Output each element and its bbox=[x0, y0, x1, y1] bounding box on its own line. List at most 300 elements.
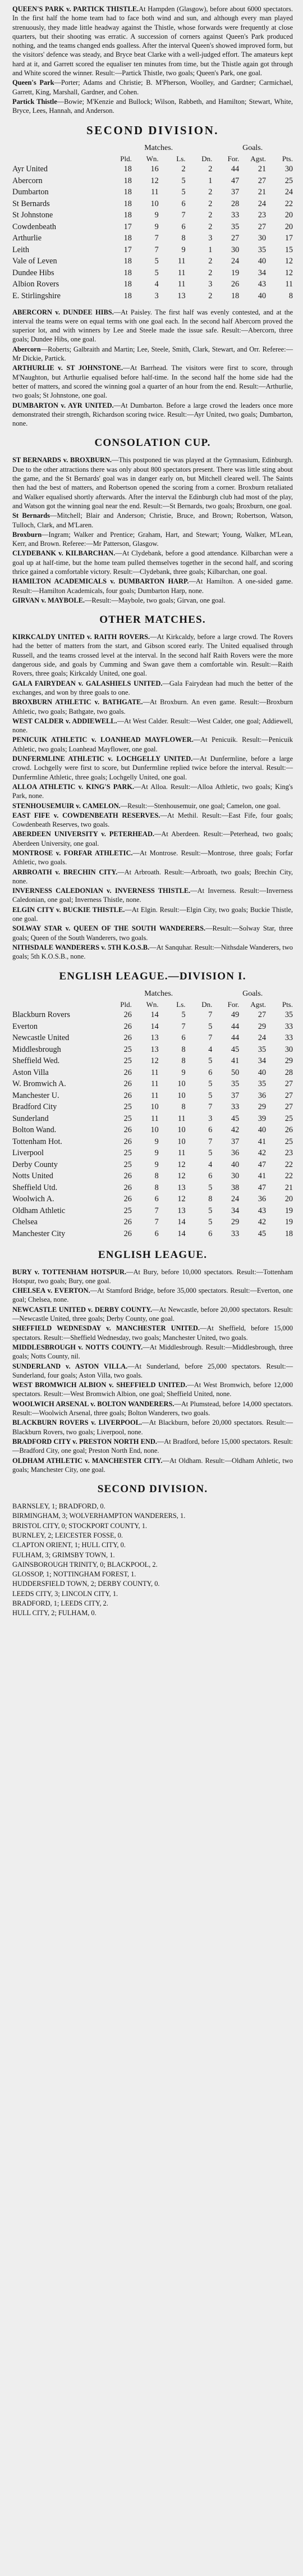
team-name: Middlesbrough bbox=[12, 1045, 61, 1054]
report-paragraph bbox=[12, 1286, 293, 1305]
report-headline: BRADFORD CITY v. PRESTON NORTH END. bbox=[12, 1437, 157, 1446]
table-cell: 2 bbox=[208, 222, 213, 231]
consolation-reports bbox=[12, 455, 293, 605]
table-cell: 2 bbox=[208, 257, 213, 266]
report-paragraph bbox=[12, 868, 293, 886]
report-paragraph bbox=[12, 886, 293, 905]
table-cell: 26 bbox=[123, 1091, 132, 1100]
report-body: HULL CITY, 2; FULHAM, 0. bbox=[12, 1609, 97, 1617]
table-cell: 40 bbox=[258, 257, 267, 266]
report-paragraph bbox=[12, 1608, 293, 1617]
other-match-reports bbox=[12, 632, 293, 961]
report-body: —Porter; Adams and Christie; B. M'Pherson, Woolley, and Gardner; Carmichael, Garrett, King, Marshall, Gardner, and Cohen. bbox=[12, 79, 293, 96]
table-cell: 18 bbox=[123, 257, 132, 266]
report-body: —At Blackburn, before 20,000 spectators. Result:—Blackburn Rovers, two goals; Liverpool, none. bbox=[12, 1419, 293, 1436]
table-cell: 7 bbox=[208, 1010, 213, 1020]
table-cell: 28 bbox=[284, 1068, 293, 1077]
report-paragraph bbox=[12, 345, 293, 363]
team-name: Sheffield Wed. bbox=[12, 1056, 60, 1066]
table-cell: 38 bbox=[231, 1183, 240, 1192]
column-header: Ls. bbox=[176, 1000, 186, 1009]
report-body: —At Dunfermline, before a large crowd. Lochgelly were first to score, but Dunfermline replied twice before the interval. Result:—Dunfermline Athletic, three goals; Lochgelly United, one goal. bbox=[12, 755, 293, 781]
table-cell: 34 bbox=[258, 1056, 267, 1066]
table-cell: 14 bbox=[150, 1022, 159, 1031]
table-row bbox=[12, 1090, 293, 1102]
report-headline: OLDHAM ATHLETIC v. MANCHESTER CITY. bbox=[12, 1456, 163, 1465]
table-cell: 36 bbox=[231, 1148, 240, 1158]
report-body: —Ingram; Walker and Prentice; Graham, Hart, and Stewart; Young, Walker, M'Lean, Kerr, and Brown. Referee:—Mr Patterson, Glasgow. bbox=[12, 530, 293, 548]
table-cell: 22 bbox=[284, 199, 293, 208]
table-cell: 40 bbox=[231, 1160, 240, 1169]
column-header: Wn. bbox=[146, 154, 159, 163]
table-cell: 18 bbox=[231, 291, 240, 300]
table-cell: 5 bbox=[181, 188, 186, 197]
report-headline: BROXBURN ATHLETIC v. BATHGATE. bbox=[12, 698, 143, 706]
table-cell: 29 bbox=[258, 1022, 267, 1031]
report-paragraph bbox=[12, 1380, 293, 1399]
team-name: Derby County bbox=[12, 1160, 58, 1169]
report-body: —At Kirkcaldy, before a large crowd. The Rovers had the better of matters from the start, and Gibson scored early. The United equalised through Russell, and the teams crossed level at the interval. In the second half Raith Rovers were the more dangerous side, and goals by Cumming and Swan gave them a comfortable win. Result:—Raith Rovers, three goals; Kirkcaldy United, one goal. bbox=[12, 633, 293, 678]
table-cell: 35 bbox=[258, 1045, 267, 1054]
table-row bbox=[12, 1182, 293, 1194]
table-cell: 13 bbox=[177, 291, 186, 300]
table-row bbox=[12, 233, 293, 245]
table-cell: 22 bbox=[284, 1160, 293, 1169]
table-cell: 5 bbox=[208, 1022, 213, 1031]
table-group-matches: Matches. bbox=[144, 144, 173, 153]
report-headline: ALLOA ATHLETIC v. KING'S PARK. bbox=[12, 782, 135, 791]
table-cell: 11 bbox=[151, 1068, 159, 1077]
table-cell: 42 bbox=[258, 1148, 267, 1158]
table-cell: 11 bbox=[151, 1079, 159, 1089]
team-name: Ayr United bbox=[12, 165, 48, 174]
table-cell: 5 bbox=[154, 257, 159, 266]
report-body: BRISTOL CITY, 0; STOCKPORT COUNTY, 1. bbox=[12, 1521, 147, 1530]
table-cell: 30 bbox=[284, 1045, 293, 1054]
table-cell: 50 bbox=[231, 1068, 240, 1077]
report-body: GLOSSOP, 1; NOTTINGHAM FOREST, 1. bbox=[12, 1570, 136, 1579]
table-cell: 28 bbox=[231, 199, 240, 208]
team-name: Dundee Hibs bbox=[12, 268, 54, 277]
table-cell: 30 bbox=[231, 1171, 240, 1181]
table-cell: 7 bbox=[181, 211, 186, 220]
other-matches-heading: OTHER MATCHES. bbox=[99, 614, 206, 626]
table-cell: 2 bbox=[208, 165, 213, 174]
team-name: E. Stirlingshire bbox=[12, 291, 61, 300]
table-cell: 5 bbox=[208, 1218, 213, 1227]
team-name: Bolton Wand. bbox=[12, 1125, 57, 1135]
table-cell: 33 bbox=[284, 1022, 293, 1031]
report-body: —At Clydebank, before a good attendance. Kilbarchan were a goal up at half-time, but the home team pulled themselves together in the second half, and scoring thrice gained a comfortable victory. Result:—Clydebank, three goals; Kilbarchan, one goal. bbox=[12, 549, 293, 576]
table-row bbox=[12, 1033, 293, 1045]
column-header: Pld. bbox=[120, 1000, 132, 1009]
table-row bbox=[12, 290, 293, 302]
report-paragraph bbox=[12, 1511, 293, 1520]
table-cell: 14 bbox=[177, 1218, 186, 1227]
table-cell: 2 bbox=[208, 211, 213, 220]
report-body: —At Plumstead, before 14,000 spectators. Result:—Woolwich Arsenal, three goals; Bolton Wanderers, two goals. bbox=[12, 1399, 293, 1417]
table-cell: 6 bbox=[208, 1125, 213, 1135]
report-paragraph bbox=[12, 782, 293, 801]
table-cell: 10 bbox=[177, 1079, 186, 1089]
report-headline: WEST CALDER v. ADDIEWELL. bbox=[12, 717, 117, 725]
table-cell: 29 bbox=[258, 1102, 267, 1112]
team-name: Sheffield Utd. bbox=[12, 1183, 58, 1192]
table-row bbox=[12, 256, 293, 268]
table-cell: 27 bbox=[284, 1079, 293, 1089]
report-paragraph bbox=[12, 679, 293, 697]
english-league-heading: ENGLISH LEAGUE. bbox=[98, 1248, 208, 1261]
table-cell: 8 bbox=[154, 1183, 159, 1192]
table-cell: 9 bbox=[181, 245, 186, 254]
report-body: —At Inverness. Result:—Inverness Caledonian, one goal; Inverness Thistle, none. bbox=[12, 887, 293, 904]
report-paragraph bbox=[12, 455, 293, 510]
table-cell: 30 bbox=[258, 234, 267, 243]
report-paragraph bbox=[12, 1362, 293, 1380]
team-name: Notts United bbox=[12, 1171, 53, 1181]
table-cell: 6 bbox=[154, 1229, 159, 1238]
table-cell: 11 bbox=[177, 1148, 186, 1158]
report-paragraph bbox=[12, 78, 293, 97]
table-row bbox=[12, 164, 293, 176]
table-cell: 35 bbox=[284, 1010, 293, 1020]
team-name: Albion Rovers bbox=[12, 280, 59, 289]
table-cell: 11 bbox=[151, 1091, 159, 1100]
report-body: —At Dumbarton. Before a large crowd the leaders once more demonstrated their strength, Richardson scoring twice. Result:—Ayr United, two goals; Dumbarton, none. bbox=[12, 401, 293, 428]
table-cell: 9 bbox=[154, 1148, 159, 1158]
team-name: Newcastle United bbox=[12, 1033, 70, 1043]
table-cell: 26 bbox=[284, 1125, 293, 1135]
table-cell: 22 bbox=[284, 1171, 293, 1181]
table-cell: 3 bbox=[208, 1114, 213, 1123]
table-cell: 44 bbox=[231, 1033, 240, 1043]
report-headline: CHELSEA v. EVERTON. bbox=[12, 1287, 90, 1295]
table-cell: 19 bbox=[231, 268, 240, 277]
table-cell: 26 bbox=[123, 1218, 132, 1227]
table-row bbox=[12, 221, 293, 233]
table-row bbox=[12, 175, 293, 187]
table-cell: 26 bbox=[123, 1171, 132, 1181]
table-cell: 25 bbox=[284, 1137, 293, 1146]
team-name: Manchester U. bbox=[12, 1091, 59, 1100]
table-row bbox=[12, 1205, 293, 1217]
table-cell: 3 bbox=[208, 280, 213, 289]
table-row bbox=[12, 1044, 293, 1056]
table-cell: 30 bbox=[284, 165, 293, 174]
report-paragraph bbox=[12, 905, 293, 924]
report-body: FULHAM, 3; GRIMSBY TOWN, 1. bbox=[12, 1551, 115, 1559]
table-cell: 42 bbox=[231, 1125, 240, 1135]
table-cell: 5 bbox=[181, 1010, 186, 1020]
team-name: Oldham Athletic bbox=[12, 1206, 66, 1215]
report-paragraph bbox=[12, 1579, 293, 1588]
table-cell: 26 bbox=[123, 1183, 132, 1192]
table-cell: 9 bbox=[154, 222, 159, 231]
report-headline: DUNFERMLINE ATHLETIC v. LOCHGELLY UNITED. bbox=[12, 755, 193, 763]
team-name: Chelsea bbox=[12, 1218, 38, 1227]
table-cell: 18 bbox=[123, 291, 132, 300]
table-spacer bbox=[12, 143, 105, 154]
report-body: —Mitchell; Blair and Anderson; Christie, Bruce, and Brown; Robertson, Watson, Tulloch, Clark, and M'Laren. bbox=[12, 512, 293, 529]
table-cell: 8 bbox=[181, 1045, 186, 1054]
table-cell: 25 bbox=[123, 1056, 132, 1066]
second-division-results bbox=[12, 1502, 293, 1618]
table-row bbox=[12, 1056, 293, 1068]
team-name: Cowdenbeath bbox=[12, 222, 57, 231]
table-cell: 34 bbox=[258, 268, 267, 277]
table-cell: 10 bbox=[177, 1125, 186, 1135]
column-header: Agst. bbox=[250, 1000, 267, 1009]
table-cell: 7 bbox=[208, 1102, 213, 1112]
column-header: Pld. bbox=[120, 154, 132, 163]
table-cell: 42 bbox=[258, 1218, 267, 1227]
report-paragraph bbox=[12, 1268, 293, 1286]
report-body: —At Hamilton. A one-sided game. Result:—Hamilton Academicals, four goals; Dumbarton Harp, none. bbox=[12, 577, 293, 595]
column-header: Wn. bbox=[146, 1000, 159, 1009]
report-headline: NEWCASTLE UNITED v. DERBY COUNTY. bbox=[12, 1305, 152, 1314]
table-cell: 37 bbox=[231, 1091, 240, 1100]
table-cell: 20 bbox=[284, 222, 293, 231]
table-cell: 5 bbox=[208, 1183, 213, 1192]
table-cell: 12 bbox=[150, 1056, 159, 1066]
table-cell: 15 bbox=[284, 245, 293, 254]
report-headline: CLYDEBANK v. KILBARCHAN. bbox=[12, 549, 116, 558]
table-cell: 7 bbox=[208, 1137, 213, 1146]
table-cell: 35 bbox=[258, 1079, 267, 1089]
table-cell: 1 bbox=[208, 176, 213, 185]
table-cell: 12 bbox=[177, 1194, 186, 1204]
report-body: —At Oldham. Result:—Oldham Athletic, two goals; Manchester City, one goal. bbox=[12, 1456, 293, 1474]
table-cell: 23 bbox=[258, 211, 267, 220]
table-cell: 5 bbox=[208, 1148, 213, 1158]
table-cell: 6 bbox=[208, 1068, 213, 1077]
table-cell: 27 bbox=[231, 234, 240, 243]
report-body: —Roberts; Galbraith and Martin; Lee, Steele, Smith, Clark, Stewart, and Orr. Referee:—Mr Dickie, Partick. bbox=[12, 345, 293, 363]
report-paragraph bbox=[12, 1324, 293, 1342]
team-name: W. Bromwich A. bbox=[12, 1079, 66, 1089]
table-cell: 10 bbox=[177, 1091, 186, 1100]
report-paragraph bbox=[12, 511, 293, 530]
report-body: —Result:—Maybole, two goals; Girvan, one goal. bbox=[85, 596, 226, 604]
report-paragraph bbox=[12, 363, 293, 400]
table-cell: 2 bbox=[208, 199, 213, 208]
table-cell: 27 bbox=[284, 1102, 293, 1112]
table-cell: 3 bbox=[208, 234, 213, 243]
report-paragraph bbox=[12, 811, 293, 829]
team-name: Aston Villa bbox=[12, 1068, 49, 1077]
report-headline: EAST FIFE v. COWDENBEATH RESERVES. bbox=[12, 811, 160, 819]
report-headline: MONTROSE v. FORFAR ATHLETIC. bbox=[12, 849, 133, 857]
report-headline: WEST BROMWICH ALBION v. SHEFFIELD UNITED. bbox=[12, 1381, 187, 1389]
table-cell: 12 bbox=[284, 268, 293, 277]
table-cell: 14 bbox=[177, 1229, 186, 1238]
table-row bbox=[12, 1102, 293, 1114]
report-paragraph bbox=[12, 1456, 293, 1475]
table-cell: 18 bbox=[123, 234, 132, 243]
team-name: Liverpool bbox=[12, 1148, 44, 1158]
english-league-reports bbox=[12, 1268, 293, 1475]
table-cell: 13 bbox=[177, 1183, 186, 1192]
report-headline: SUNDERLAND v. ASTON VILLA. bbox=[12, 1362, 128, 1370]
table-cell: 33 bbox=[284, 1033, 293, 1043]
english-league-division-heading: ENGLISH LEAGUE.—DIVISION I. bbox=[59, 970, 246, 982]
report-body: —At Sanquhar. Result:—Nithsdale Wanderers, two goals; 5th K.O.S.B., none. bbox=[12, 943, 293, 961]
table-cell: 7 bbox=[154, 1218, 159, 1227]
column-header: Agst. bbox=[250, 154, 267, 163]
english-league-table bbox=[12, 989, 293, 1240]
table-row bbox=[12, 1113, 293, 1125]
report-paragraph bbox=[12, 829, 293, 848]
report-body: —At Sheffield, before 15,000 spectators. Result:—Sheffield Wednesday, two goals; Manchester United, two goals. bbox=[12, 1324, 293, 1342]
report-paragraph bbox=[12, 1418, 293, 1437]
table-cell: 6 bbox=[208, 1229, 213, 1238]
report-paragraph bbox=[12, 1531, 293, 1540]
team-name: Woolwich A. bbox=[12, 1194, 54, 1204]
report-headline: QUEEN'S PARK v. PARTICK THISTLE. bbox=[12, 5, 139, 13]
table-cell: 7 bbox=[154, 1206, 159, 1215]
team-name: Everton bbox=[12, 1022, 38, 1031]
table-cell: 13 bbox=[177, 1206, 186, 1215]
table-cell: 47 bbox=[258, 1160, 267, 1169]
report-paragraph bbox=[12, 549, 293, 576]
table-cell: 43 bbox=[258, 1206, 267, 1215]
table-cell: 23 bbox=[284, 1148, 293, 1158]
report-headline: Abercorn bbox=[12, 345, 41, 353]
table-cell: 7 bbox=[154, 234, 159, 243]
table-cell: 24 bbox=[284, 188, 293, 197]
table-cell: 37 bbox=[231, 188, 240, 197]
table-cell: 30 bbox=[231, 245, 240, 254]
report-paragraph bbox=[12, 801, 293, 810]
table-cell: 34 bbox=[231, 1206, 240, 1215]
table-cell: 6 bbox=[181, 1033, 186, 1043]
table-cell: 11 bbox=[285, 280, 293, 289]
report-body: —At Middlesbrough. Result:—Middlesbrough, three goals; Notts County, nil. bbox=[12, 1343, 293, 1361]
table-cell: 35 bbox=[231, 222, 240, 231]
report-body: —Bowie; M'Kenzie and Bullock; Wilson, Rabbeth, and Hamilton; Stewart, White, Bryce, Lees, Hannah, and Anderson. bbox=[12, 97, 293, 115]
table-cell: 12 bbox=[150, 176, 159, 185]
table-cell: 11 bbox=[177, 1114, 186, 1123]
table-cell: 25 bbox=[123, 1114, 132, 1123]
report-body: —At Arbroath. Result:—Arbroath, two goals; Brechin City, none. bbox=[12, 868, 293, 885]
report-body: BIRMINGHAM, 3; WOLVERHAMPTON WANDERERS, 1. bbox=[12, 1512, 186, 1520]
table-cell: 18 bbox=[123, 199, 132, 208]
table-cell: 26 bbox=[123, 1137, 132, 1146]
table-cell: 24 bbox=[258, 199, 267, 208]
report-body: —At Paisley. The first half was evenly contested, and at the interval the teams were on equal terms with one goal each. In the second half Abercorn proved the superior lot, and with winners by Lee and Steele made the issue safe. Result:—Abercorn, three goals; Dundee Hibs, one goal. bbox=[12, 308, 293, 344]
report-body: —At Broxburn. An even game. Result:—Broxburn Athletic, two goals; Bathgate, two goals. bbox=[12, 698, 293, 715]
table-cell: 17 bbox=[123, 245, 132, 254]
report-paragraph bbox=[12, 1589, 293, 1598]
report-body: —At Sunderland, before 25,000 spectators. Result:—Sunderland, four goals; Aston Villa, two goals. bbox=[12, 1362, 293, 1379]
table-cell: 25 bbox=[284, 1114, 293, 1123]
report-paragraph bbox=[12, 943, 293, 961]
report-headline: SHEFFIELD WEDNESDAY v. MANCHESTER UNITED. bbox=[12, 1324, 200, 1333]
report-headline: DUMBARTON v. AYR UNITED. bbox=[12, 401, 114, 409]
table-cell: 41 bbox=[258, 1137, 267, 1146]
table-cell: 19 bbox=[284, 1218, 293, 1227]
table-row bbox=[12, 1067, 293, 1079]
table-cell: 9 bbox=[154, 1137, 159, 1146]
table-cell: 49 bbox=[231, 1010, 240, 1020]
table-cell: 6 bbox=[181, 222, 186, 231]
table-cell: 20 bbox=[284, 1194, 293, 1204]
report-headline: Partick Thistle bbox=[12, 97, 57, 106]
report-paragraph bbox=[12, 530, 293, 549]
table-cell: 6 bbox=[154, 1194, 159, 1204]
table-cell: 4 bbox=[208, 1045, 213, 1054]
table-spacer bbox=[12, 989, 105, 1000]
report-body: —At West Calder. Result:—West Calder, one goal; Addiewell, none. bbox=[12, 717, 293, 735]
report-paragraph bbox=[12, 849, 293, 867]
second-division-reports bbox=[12, 308, 293, 428]
team-name: St Johnstone bbox=[12, 211, 53, 220]
column-header: Ls. bbox=[176, 154, 186, 163]
report-headline: SOLWAY STAR v. QUEEN OF THE SOUTH WANDERERS. bbox=[12, 924, 206, 933]
report-body: —At Elgin. Result:—Elgin City, two goals; Buckie Thistle, one goal. bbox=[12, 905, 293, 923]
table-cell: 26 bbox=[123, 1010, 132, 1020]
report-paragraph bbox=[12, 1551, 293, 1560]
report-headline: MIDDLESBROUGH v. NOTTS COUNTY. bbox=[12, 1343, 143, 1351]
table-cell: 35 bbox=[231, 1079, 240, 1089]
table-cell: 9 bbox=[154, 1160, 159, 1169]
table-cell: 6 bbox=[181, 199, 186, 208]
team-name: Tottenham Hot. bbox=[12, 1137, 62, 1146]
table-spacer bbox=[12, 154, 105, 164]
report-body: HUDDERSFIELD TOWN, 2; DERBY COUNTY, 0. bbox=[12, 1580, 160, 1588]
table-cell: 7 bbox=[208, 1033, 213, 1043]
report-body: —Result:—Stenhousemuir, one goal; Camelon, one goal. bbox=[120, 801, 281, 810]
table-cell: 4 bbox=[154, 280, 159, 289]
table-cell: 2 bbox=[181, 165, 186, 174]
team-name: Abercorn bbox=[12, 176, 43, 185]
report-paragraph bbox=[12, 1437, 293, 1456]
report-body: GAINSBOROUGH TRINITY, 0; BLACKPOOL, 2. bbox=[12, 1560, 158, 1569]
report-headline: St Bernards bbox=[12, 512, 50, 520]
report-headline: Queen's Park bbox=[12, 79, 54, 87]
report-headline: ARTHURLIE v. ST JOHNSTONE. bbox=[12, 364, 123, 372]
report-body: —At Aberdeen. Result:—Peterhead, two goals; Aberdeen University, one goal. bbox=[12, 830, 293, 847]
table-cell: 21 bbox=[258, 188, 267, 197]
team-name: Blackburn Rovers bbox=[12, 1010, 70, 1020]
report-paragraph bbox=[12, 717, 293, 735]
report-paragraph bbox=[12, 308, 293, 344]
report-paragraph bbox=[12, 1521, 293, 1530]
report-body: —At Newcastle, before 20,000 spectators. Result:—Newcastle United, three goals; Derby County, one goal. bbox=[12, 1305, 293, 1323]
table-row bbox=[12, 1021, 293, 1033]
report-body: —At Alloa. Result:—Alloa Athletic, two goals; King's Park, none. bbox=[12, 782, 293, 800]
report-headline: KIRKCALDY UNITED v. RAITH ROVERS. bbox=[12, 633, 150, 641]
table-cell: 24 bbox=[258, 1033, 267, 1043]
table-cell: 36 bbox=[258, 1194, 267, 1204]
report-paragraph bbox=[12, 1305, 293, 1324]
report-paragraph bbox=[12, 401, 293, 428]
table-cell: 43 bbox=[258, 280, 267, 289]
table-cell: 7 bbox=[181, 1022, 186, 1031]
table-cell: 26 bbox=[123, 1079, 132, 1089]
table-cell: 45 bbox=[231, 1045, 240, 1054]
table-cell: 8 bbox=[181, 1056, 186, 1066]
report-body: BARNSLEY, 1; BRADFORD, 0. bbox=[12, 1502, 105, 1511]
column-header: Dn. bbox=[201, 154, 213, 163]
table-row bbox=[12, 1079, 293, 1091]
report-body: —This postponed tie was played at the Gymnasium, Edinburgh. Due to the other attractions there was only about 800 spectators present. There was little sting about the game, and the St Bernards' goal was in danger early on, but Mitchell cleared well. The Saints then had the best of matters, and Robertson opened the scoring from a corner. Broxburn retaliated and Walker equalised shortly afterwards. After the interval the Edinburgh club had most of the play, and Watson got the winning goal near the end. Result:—St Bernards, two goals; Broxburn, one goal. bbox=[12, 456, 293, 510]
table-cell: 16 bbox=[150, 165, 159, 174]
column-header: Pts. bbox=[282, 154, 293, 163]
table-cell: 41 bbox=[231, 1056, 240, 1066]
table-cell: 24 bbox=[231, 257, 240, 266]
table-group-matches: Matches. bbox=[144, 990, 173, 999]
